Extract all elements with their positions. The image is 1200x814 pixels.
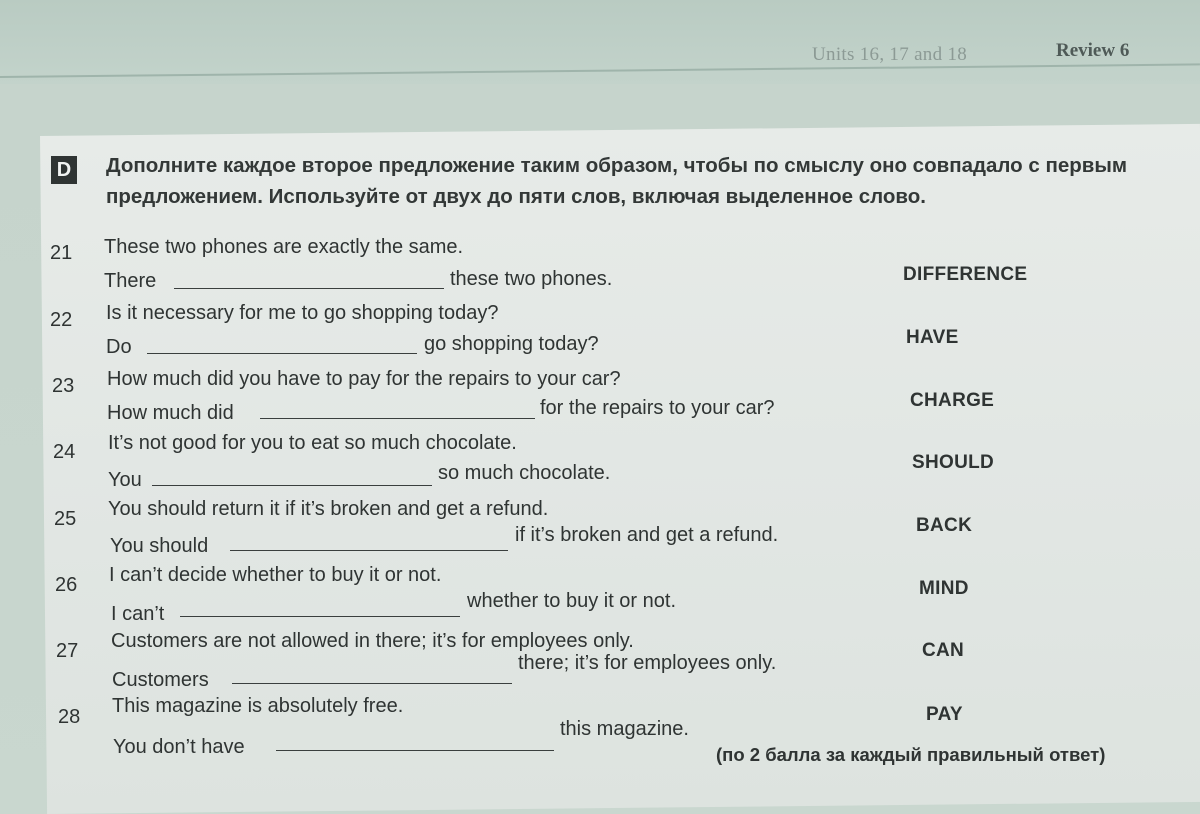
answer-suffix: this magazine. xyxy=(560,718,689,740)
source-sentence: How much did you have to pay for the repairs to your car? xyxy=(107,368,621,390)
answer-blank[interactable] xyxy=(232,683,512,684)
answer-blank[interactable] xyxy=(260,418,535,419)
key-word: SHOULD xyxy=(912,452,995,473)
item-number: 23 xyxy=(52,375,75,397)
item-number: 26 xyxy=(55,574,78,596)
answer-prefix: You don’t have xyxy=(113,736,245,758)
source-sentence: I can’t decide whether to buy it or not. xyxy=(109,564,442,586)
key-word: DIFFERENCE xyxy=(903,264,1028,285)
answer-prefix: Customers xyxy=(112,669,209,691)
source-sentence: You should return it if it’s broken and get a refund. xyxy=(108,498,549,520)
task-instruction: Дополните каждое второе предложение таким образом, чтобы по смыслу оно совпадало с первым предложением. Используйте от двух до пяти слов, включая выделенное слово. xyxy=(106,154,1128,208)
item-number: 22 xyxy=(50,309,73,331)
answer-blank[interactable] xyxy=(276,750,554,751)
source-sentence: This magazine is absolutely free. xyxy=(112,695,404,717)
item-number: 24 xyxy=(53,441,76,463)
answer-prefix: You should xyxy=(110,535,209,557)
review-title: Review 6 xyxy=(1056,40,1130,61)
answer-blank[interactable] xyxy=(230,550,508,551)
key-word: PAY xyxy=(926,704,963,725)
answer-prefix: You xyxy=(108,469,142,491)
source-sentence: It’s not good for you to eat so much chocolate. xyxy=(108,432,517,454)
answer-blank[interactable] xyxy=(174,288,444,289)
answer-prefix: There xyxy=(104,270,157,292)
source-sentence: Is it necessary for me to go shopping today? xyxy=(106,302,499,324)
key-word: BACK xyxy=(916,515,973,536)
answer-suffix: go shopping today? xyxy=(424,333,599,355)
answer-blank[interactable] xyxy=(147,353,417,354)
source-sentence: These two phones are exactly the same. xyxy=(104,236,464,258)
key-word: CAN xyxy=(922,640,965,661)
item-number: 25 xyxy=(54,508,77,530)
key-word: HAVE xyxy=(906,327,959,348)
answer-suffix: whether to buy it or not. xyxy=(467,590,677,612)
units-reference: Units 16, 17 and 18 xyxy=(812,44,968,65)
answer-suffix: there; it’s for employees only. xyxy=(518,652,777,674)
task-letter-badge: D xyxy=(51,156,77,184)
answer-prefix: How much did xyxy=(107,402,234,424)
score-note: (по 2 балла за каждый правильный ответ) xyxy=(716,744,1106,765)
answer-blank[interactable] xyxy=(152,485,432,486)
source-sentence: Customers are not allowed in there; it’s for employees only. xyxy=(111,630,634,652)
item-number: 27 xyxy=(56,640,79,662)
item-number: 21 xyxy=(50,242,73,264)
answer-suffix: if it’s broken and get a refund. xyxy=(515,524,779,546)
answer-prefix: I can’t xyxy=(111,603,165,625)
answer-prefix: Do xyxy=(106,336,132,358)
key-word: MIND xyxy=(919,578,969,599)
answer-suffix: these two phones. xyxy=(450,268,613,290)
item-number: 28 xyxy=(58,706,81,728)
key-word: CHARGE xyxy=(910,390,995,411)
answer-suffix: for the repairs to your car? xyxy=(540,397,775,419)
answer-suffix: so much chocolate. xyxy=(438,462,611,484)
answer-blank[interactable] xyxy=(180,616,460,617)
